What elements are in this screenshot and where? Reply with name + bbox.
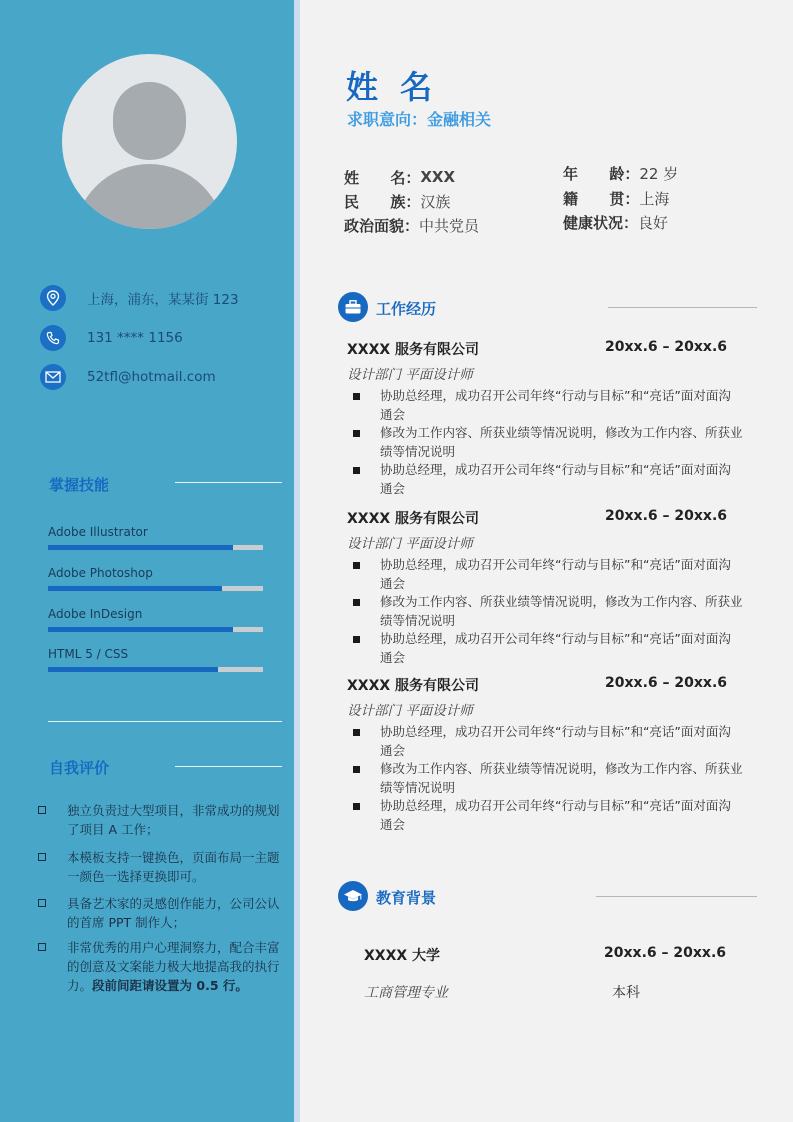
work-title: 工作经历 xyxy=(376,300,437,318)
education-degree: 本科 xyxy=(612,985,640,1001)
page-title: 姓名 xyxy=(346,68,455,106)
evaluation-title-line xyxy=(175,766,282,767)
avatar-head xyxy=(113,82,186,160)
job-period: 20xx.6 – 20xx.6 xyxy=(605,675,727,691)
job-header xyxy=(347,339,727,359)
skill-bar-fill xyxy=(48,545,233,550)
info-value: 上海 xyxy=(639,189,670,208)
info-origin xyxy=(563,187,669,209)
evaluation-text: 独立负责过大型项目，非常成功的规划了项目 A 工作； xyxy=(67,803,280,837)
phone-text: 131 **** 1156 xyxy=(87,330,183,346)
square-bullet-icon xyxy=(353,562,360,569)
info-political xyxy=(344,214,479,236)
education-major: 工商管理专业 xyxy=(364,985,448,1001)
square-bullet-icon xyxy=(353,430,360,437)
square-bullet-icon xyxy=(353,636,360,643)
skill-name: Adobe InDesign xyxy=(48,607,143,621)
phone-icon xyxy=(40,325,66,351)
info-label: 籍 贯： xyxy=(563,189,640,208)
sidebar-edge xyxy=(294,0,300,1122)
avatar-body xyxy=(74,164,225,229)
evaluation-item xyxy=(38,894,288,932)
info-label: 健康状况： xyxy=(563,213,639,232)
job-period: 20xx.6 – 20xx.6 xyxy=(605,339,727,355)
info-age xyxy=(563,162,678,184)
square-bullet-icon xyxy=(353,467,360,474)
square-bullet-icon xyxy=(353,599,360,606)
job-bullet-text: 协助总经理，成功召开公司年终“行动与目标”和“亮话”面对面沟通会 xyxy=(380,631,731,665)
sidebar-divider xyxy=(48,721,282,722)
square-bullet-icon xyxy=(38,853,46,861)
skills-title: 掌握技能 xyxy=(49,476,110,494)
info-label: 政治面貌： xyxy=(344,216,420,235)
work-title-line xyxy=(608,307,757,308)
skill-item xyxy=(48,607,263,632)
info-value: 汉族 xyxy=(420,192,451,211)
education-header xyxy=(364,945,726,965)
skill-item xyxy=(48,647,263,672)
email-text: 52tfl@hotmail.com xyxy=(87,369,216,385)
square-bullet-icon xyxy=(353,393,360,400)
briefcase-icon xyxy=(338,292,368,322)
job-bullet xyxy=(353,461,743,498)
school-name: XXXX 大学 xyxy=(364,948,441,964)
evaluation-text: 具备艺术家的灵感创作能力，公司公认的首席 PPT 制作人； xyxy=(67,896,280,930)
company-name: XXXX 服务有限公司 xyxy=(347,678,480,694)
education-period: 20xx.6 – 20xx.6 xyxy=(604,945,726,961)
job-bullet xyxy=(353,630,743,667)
info-name xyxy=(344,166,455,188)
job-bullet xyxy=(353,387,743,424)
address-text: 上海，浦东，某某街 123 xyxy=(87,292,239,308)
square-bullet-icon xyxy=(38,806,46,814)
job-bullet-text: 协助总经理，成功召开公司年终“行动与目标”和“亮话”面对面沟通会 xyxy=(380,557,731,591)
envelope-icon xyxy=(40,364,66,390)
skill-bar xyxy=(48,545,263,550)
education-title: 教育背景 xyxy=(376,889,437,907)
job-bullet-text: 协助总经理，成功召开公司年终“行动与目标”和“亮话”面对面沟通会 xyxy=(380,724,731,758)
skill-name: Adobe Photoshop xyxy=(48,566,153,580)
skill-bar xyxy=(48,667,263,672)
evaluation-title: 自我评价 xyxy=(49,759,110,777)
job-bullet xyxy=(353,723,743,760)
evaluation-text: 本模板支持一键换色，页面布局一主题一颜色一选择更换即可。 xyxy=(67,850,280,884)
job-intention: 求职意向：金融相关 xyxy=(347,110,492,129)
skill-item xyxy=(48,525,263,550)
skill-bar-fill xyxy=(48,627,233,632)
skill-bar xyxy=(48,586,263,591)
job-bullet-text: 协助总经理，成功召开公司年终“行动与目标”和“亮话”面对面沟通会 xyxy=(380,462,731,496)
evaluation-text-bold: 段前间距请设置为 0.5 行。 xyxy=(92,978,248,993)
job-bullet-text: 协助总经理，成功召开公司年终“行动与目标”和“亮话”面对面沟通会 xyxy=(380,388,731,422)
job-bullet xyxy=(353,556,743,593)
job-period: 20xx.6 – 20xx.6 xyxy=(605,508,727,524)
square-bullet-icon xyxy=(353,729,360,736)
contact-phone xyxy=(40,325,183,351)
job-header xyxy=(347,675,727,695)
skill-name: Adobe Illustrator xyxy=(48,525,148,539)
job-header xyxy=(347,508,727,528)
info-label: 民 族： xyxy=(344,192,421,211)
skills-title-line xyxy=(175,482,282,483)
skill-item xyxy=(48,566,263,591)
graduation-cap-icon xyxy=(338,881,368,911)
company-name: XXXX 服务有限公司 xyxy=(347,342,480,358)
job-bullet-text: 修改为工作内容、所获业绩等情况说明，修改为工作内容、所获业绩等情况说明 xyxy=(380,761,743,795)
info-value: XXX xyxy=(420,168,456,186)
evaluation-item xyxy=(38,938,288,995)
evaluation-item xyxy=(38,801,288,839)
contact-address xyxy=(40,285,239,311)
info-value: 中共党员 xyxy=(419,216,480,235)
location-pin-icon xyxy=(40,285,66,311)
job-bullet-text: 修改为工作内容、所获业绩等情况说明，修改为工作内容、所获业绩等情况说明 xyxy=(380,425,743,459)
info-label: 姓 名： xyxy=(344,168,421,187)
square-bullet-icon xyxy=(353,766,360,773)
info-value: 良好 xyxy=(638,213,669,232)
evaluation-text: 非常优秀的用户心理洞察力，配合丰富的创意及文案能力极大地提高我的执行力。 xyxy=(67,940,280,993)
evaluation-item xyxy=(38,848,288,886)
info-value: 22 岁 xyxy=(639,164,679,183)
education-title-line xyxy=(596,896,757,897)
job-bullet-text: 协助总经理，成功召开公司年终“行动与目标”和“亮话”面对面沟通会 xyxy=(380,798,731,832)
skill-bar-fill xyxy=(48,667,218,672)
skill-name: HTML 5 / CSS xyxy=(48,647,129,661)
info-label: 年 龄： xyxy=(563,164,640,183)
info-health xyxy=(563,211,668,233)
job-role: 设计部门 平面设计师 xyxy=(347,703,473,719)
skill-bar xyxy=(48,627,263,632)
job-bullet xyxy=(353,593,743,630)
square-bullet-icon xyxy=(353,803,360,810)
company-name: XXXX 服务有限公司 xyxy=(347,511,480,527)
job-role: 设计部门 平面设计师 xyxy=(347,367,473,383)
square-bullet-icon xyxy=(38,899,46,907)
info-ethnicity xyxy=(344,190,450,212)
job-bullet-text: 修改为工作内容、所获业绩等情况说明，修改为工作内容、所获业绩等情况说明 xyxy=(380,594,743,628)
job-bullet xyxy=(353,797,743,834)
job-role: 设计部门 平面设计师 xyxy=(347,536,473,552)
skill-bar-fill xyxy=(48,586,222,591)
square-bullet-icon xyxy=(38,943,46,951)
job-bullet xyxy=(353,760,743,797)
evaluation-text-wrap xyxy=(67,938,288,995)
job-bullet xyxy=(353,424,743,461)
contact-email xyxy=(40,364,216,390)
avatar xyxy=(62,54,237,229)
